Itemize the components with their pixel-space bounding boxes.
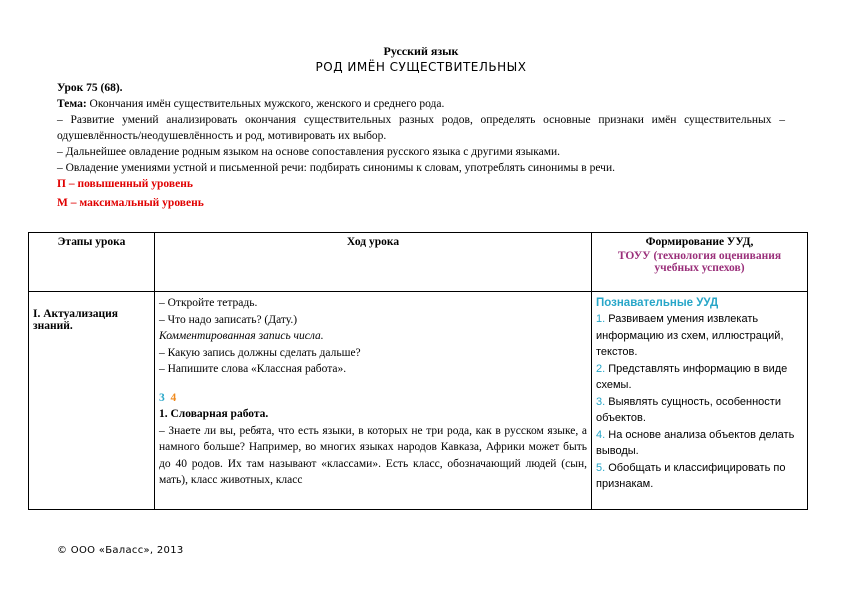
lesson-table <box>28 232 808 510</box>
header-progress: Ход урока <box>155 233 592 292</box>
uud-num: 5. <box>596 461 606 474</box>
table-row <box>29 292 808 510</box>
badge-4: 4 <box>170 391 177 404</box>
progress-paragraph: – Знаете ли вы, ребята, что есть языки, в которых не три рода, как в русском языке, а намного больше? Например, во многих языках народов Кавказа, Африки может быть до 40 родов. Их там называют «классами». Есть класс, обозначающий людей (сын, мать), класс животных, класс <box>159 424 587 486</box>
stage-cell: I. Актуализация знаний. <box>29 292 155 510</box>
uud-text: Развиваем умения извлекать информацию из схем, иллюстраций, текстов. <box>596 313 784 358</box>
progress-cell <box>155 292 592 510</box>
table-header-row <box>29 233 808 292</box>
uud-num: 4. <box>596 428 606 441</box>
score-badges <box>159 390 587 407</box>
progress-line-4: – Какую запись должны сделать дальше? <box>159 346 361 359</box>
uud-title: Познавательные УУД <box>596 297 719 309</box>
uud-text: На основе анализа объектов делать выводы. <box>596 428 795 457</box>
level-p: П – повышенный уровень <box>57 178 193 190</box>
goal-3: – Овладение умениями устной и письменной речи: подбирать синонимы к словам, употреблять синонимы в речи. <box>57 162 615 174</box>
uud-item-3 <box>596 394 803 427</box>
lesson-header <box>57 80 785 211</box>
level-m: М – максимальный уровень <box>57 197 204 209</box>
uud-cell <box>592 292 808 510</box>
subject-title: Русский язык <box>383 44 459 58</box>
header-toou: ТОУУ (технология оценивания учебных успехов) <box>617 250 782 274</box>
uud-num: 1. <box>596 313 606 325</box>
uud-text: Выявлять сущность, особенности объектов. <box>596 395 781 424</box>
uud-item-2 <box>596 361 803 394</box>
uud-text: Представлять информацию в виде схемы. <box>596 362 788 391</box>
uud-item-4 <box>596 427 803 460</box>
lesson-number: Урок 75 (68). <box>57 82 123 94</box>
goal-2: – Дальнейшее овладение родным языком на основе сопоставления русского языка с другими языками. <box>57 146 561 158</box>
goal-1: – Развитие умений анализировать окончания существительных разных родов, определять основные признаки имён существительных – одушевлённость/неодушевлённость и род, мотивировать их выбор. <box>57 114 785 142</box>
progress-line-3: Комментированная запись числа. <box>159 330 324 342</box>
header-stages: Этапы урока <box>29 233 155 292</box>
theme-label: Тема: <box>57 98 87 110</box>
header-uud <box>592 233 808 292</box>
theme-text: Окончания имён существительных мужского, женского и среднего рода. <box>86 98 445 110</box>
uud-item-1 <box>596 311 803 361</box>
progress-line-5: – Напишите слова «Классная работа». <box>159 363 347 375</box>
uud-text: Обобщать и классифицировать по признакам. <box>596 461 786 490</box>
header-uud-line1: Формирование УУД, <box>645 236 754 248</box>
section-title: 1. Словарная работа. <box>159 408 269 420</box>
progress-line-2: – Что надо записать? (Дату.) <box>159 313 298 326</box>
uud-num: 3. <box>596 395 606 408</box>
lesson-theme <box>57 96 785 112</box>
uud-num: 2. <box>596 362 606 375</box>
topic-title: РОД ИМЁН СУЩЕСТВИТЕЛЬНЫХ <box>315 60 527 74</box>
progress-line-1: – Откройте тетрадь. <box>159 297 258 309</box>
badge-3: 3 <box>159 391 165 404</box>
uud-item-5 <box>596 460 803 493</box>
copyright-footer: © ООО «Баласс», 2013 <box>57 545 184 556</box>
